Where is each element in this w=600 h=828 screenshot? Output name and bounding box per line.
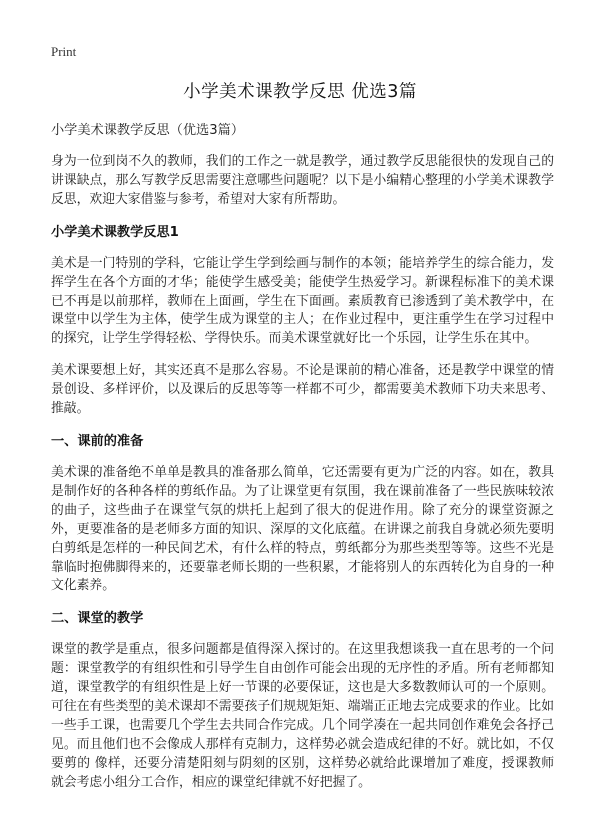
print-link[interactable]: Print xyxy=(51,44,77,59)
part2-heading: 二、课堂的教学 xyxy=(51,611,144,627)
intro-paragraph: 身为一位到岗不久的教师，我们的工作之一就是教学，通过教学反思能很快的发现自己的讲课缺点，那么写教学反思需要注意哪些问题呢？以下是小编精心整理的小学美术课教学反思，欢迎大家借鉴与参考，希望对大家有所帮助。 xyxy=(51,154,554,207)
section1-paragraph-2: 美术课要想上好，其实还真不是那么容易。不论是课前的精心准备，还是教学中课堂的情景创设、多样评价，以及课后的反思等等一样都不可少，都需要美术教师下功夫来思考、推敲。 xyxy=(51,363,554,417)
document-body xyxy=(51,121,554,806)
document-subtitle: 小学美术课教学反思（优选3篇） xyxy=(51,123,245,138)
part1-paragraph: 美术课的准备绝不单单是教具的准备那么简单，它还需要有更为广泛的内容。如在，教具是制作好的各种各样的剪纸作品。为了让课堂更有氛围，我在课前准备了一些民族味较浓的曲子，这些曲子在课堂气氛的烘托上起到了很大的促进作用。除了充分的课堂资源之外，更要准备的是老师多方面的知识、深厚的文化底蕴。在讲课之前我自身就必须先要明白剪纸是怎样的一种民间艺术，有什么样的特点，剪纸都分为那些类型等等。这些不光是靠临时抱佛脚得来的，还要靠老师长期的一些积累，才能将别人的东西转化为自身的一种文化素养。 xyxy=(51,464,554,594)
page-title: 小学美术课教学反思 优选3篇 xyxy=(183,82,417,102)
section1-paragraph-1: 美术是一门特别的学科，它能让学生学到绘画与制作的本领；能培养学生的综合能力，发挥学生在各个方面的才华；能使学生感受美；能使学生热爱学习。新课程标准下的美术课已不再是以前那样，教师在上面画，学生在下面画。素质教育已渗透到了美术教学中，在课堂中以学生为主体，使学生成为课堂的主人；在作业过程中，更注重学生在学习过程中的探究，让学生学得轻松、学得快乐。而美术课堂就好比一个乐园，让学生乐在其中。 xyxy=(51,255,554,347)
part2-paragraph: 课堂的教学是重点，很多问题都是值得深入探讨的。在这里我想谈我一直在思考的一个问题：课堂教学的有组织性和引导学生自由创作可能会出现的无序性的矛盾。所有老师都知道，课堂教学的有组织性是上好一节课的必要保证，这也是大多数教师认可的一个原则。可往在有些类型的美术课却不需要孩子们规规矩矩、端端正正地去完成要求的作业。比如一些手工课，也需要几个学生去共同合作完成。几个同学凑在一起共同创作难免会各抒己见。而且他们也不会像成人那样有克制力，这样势必就会造成纪律的不好。就比如，不仅要剪的 像样，还要分清楚阳刻与阴刻的区别，这样势必就给此课增加了难度，授课教师就会考虑小组分工合作，相应的课堂纪律就不好把握了。 xyxy=(51,642,554,790)
part1-heading: 一、课前的准备 xyxy=(51,433,144,449)
section1-heading: 小学美术课教学反思1 xyxy=(51,224,179,240)
